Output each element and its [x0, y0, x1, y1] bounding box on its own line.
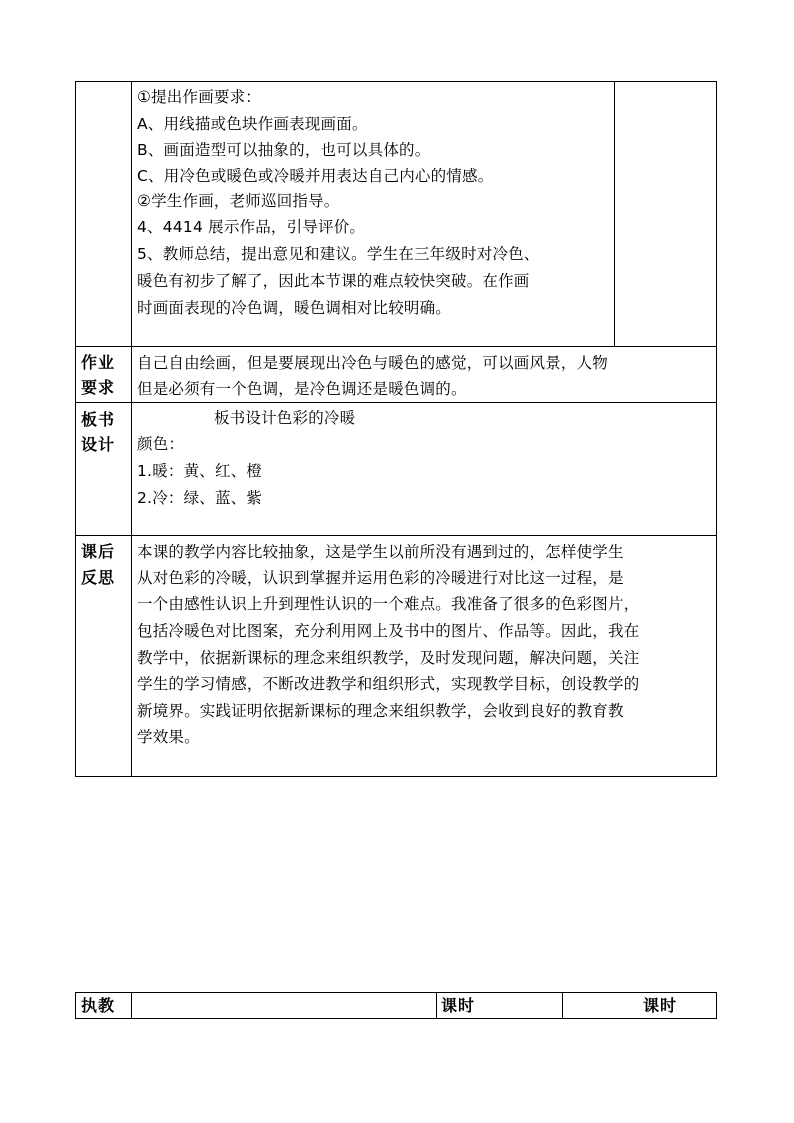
table-border-right [716, 81, 717, 777]
label-column-divider [131, 81, 132, 777]
board-label-line2: 设计 [81, 435, 116, 454]
row-divider-reflection [75, 535, 717, 536]
footer-border-left [75, 992, 76, 1019]
reflection-line: 学生的学习情感，不断改进教学和组织形式，实现教学目标，创设教学的 [137, 675, 640, 693]
reflection-line: 包括冷暖色对比图案，充分利用网上及书中的图片、作品等。因此，我在 [137, 622, 640, 640]
reflection-line: 一个由感性认识上升到理性认识的一个难点。我准备了很多的色彩图片， [137, 595, 640, 613]
step-line: 4、4414 展示作品，引导评价。 [137, 218, 366, 236]
homework-text-line2: 但是必须有一个色调，是冷色调还是暖色调的。 [137, 380, 467, 398]
top-row-inner-divider [614, 81, 615, 346]
board-label-line1: 板书 [81, 410, 116, 429]
footer-divider-2 [436, 992, 437, 1019]
homework-label-line2: 要求 [81, 378, 116, 397]
board-warm-colors: 1.暖：黄、红、橙 [137, 462, 263, 480]
row-divider-homework [75, 346, 717, 347]
reflection-line: 从对色彩的冷暖，认识到掌握并运用色彩的冷暖进行对比这一过程，是 [137, 569, 624, 587]
board-title: 板书设计色彩的冷暖 [214, 409, 356, 427]
row-divider-board [75, 402, 717, 403]
step-line: 暖色有初步了解了，因此本节课的难点较快突破。在作画 [137, 272, 530, 290]
homework-label-line1: 作业 [81, 353, 116, 372]
table-border-left [75, 81, 76, 777]
reflection-label-line1: 课后 [81, 542, 116, 561]
reflection-line: 教学中，依据新课标的理念来组织教学，及时发现问题，解决问题，关注 [137, 649, 640, 667]
footer-table-bottom [75, 1018, 717, 1019]
reflection-label-line2: 反思 [81, 568, 116, 587]
board-colors-label: 颜色： [137, 435, 185, 453]
teacher-label: 执教 [81, 996, 116, 1015]
step-line: ②学生作画，老师巡回指导。 [137, 192, 340, 210]
period-label-2: 课时 [643, 996, 678, 1015]
footer-table-top [75, 992, 717, 993]
homework-text-line1: 自己自由绘画，但是要展现出冷色与暖色的感觉，可以画风景，人物 [137, 354, 609, 372]
step-line: 5、教师总结，提出意见和建议。学生在三年级时对冷色、 [137, 245, 540, 263]
step-line: ①提出作画要求： [137, 88, 261, 106]
step-line: A、用线描或色块作画表现画面。 [137, 115, 368, 133]
step-line: 时画面表现的冷色调，暖色调相对比较明确。 [137, 299, 452, 317]
table-border-bottom [75, 776, 717, 777]
footer-border-right [716, 992, 717, 1019]
table-border-top [75, 81, 717, 82]
step-line: B、画面造型可以抽象的，也可以具体的。 [137, 141, 431, 159]
footer-divider-3 [562, 992, 563, 1019]
footer-divider-1 [131, 992, 132, 1019]
board-cool-colors: 2.冷：绿、蓝、紫 [137, 489, 263, 507]
reflection-line: 新境界。实践证明依据新课标的理念来组织教学，会收到良好的教育教 [137, 702, 624, 720]
period-label-1: 课时 [441, 996, 476, 1015]
reflection-line: 学效果。 [137, 728, 200, 746]
reflection-line: 本课的教学内容比较抽象，这是学生以前所没有遇到过的，怎样使学生 [137, 543, 624, 561]
teacher-field[interactable] [133, 994, 433, 1016]
step-line: C、用冷色或暖色或冷暖并用表达自己内心的情感。 [137, 167, 494, 185]
